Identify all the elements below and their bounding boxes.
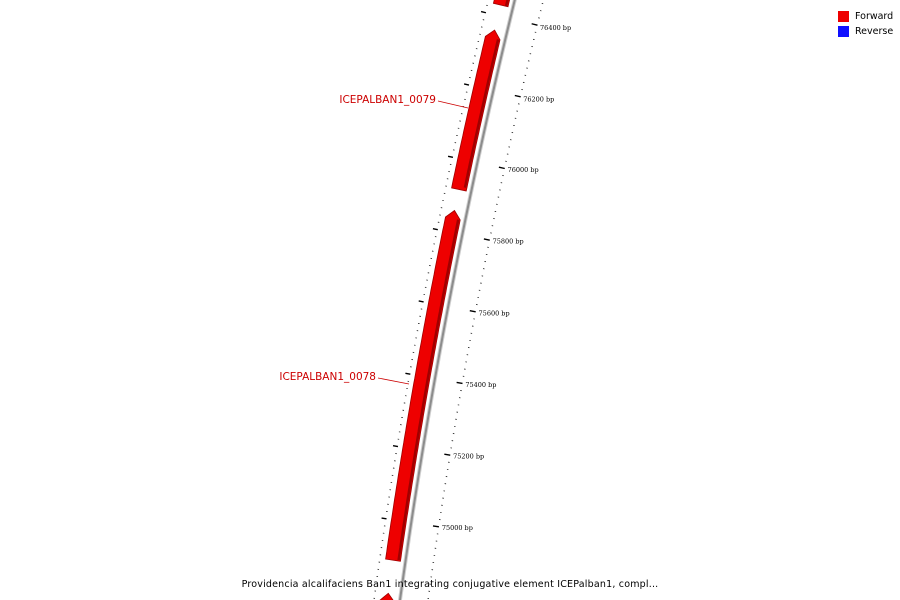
inner-major-tick	[448, 156, 453, 157]
inner-major-tick	[464, 84, 469, 85]
ruler-label: 76000 bp	[507, 166, 539, 175]
ruler-label: 75200 bp	[453, 452, 485, 461]
ruler-major-tick	[433, 526, 439, 527]
ruler-label: 75800 bp	[492, 237, 524, 246]
gene-label-icepalban1_0079: ICEPALBAN1_0079	[339, 94, 436, 106]
ruler-labels	[442, 24, 571, 532]
map-caption: Providencia alcalifaciens Ban1 integrating conjugative element ICEPalban1, compl...	[241, 579, 659, 590]
ruler-major-tick	[532, 24, 538, 25]
forward-swatch	[838, 11, 849, 22]
leader-line	[378, 378, 409, 384]
ruler-label: 75000 bp	[441, 524, 473, 533]
backbone-shadow	[399, 0, 518, 600]
inner-major-tick	[393, 446, 398, 447]
genome-backbone	[399, 0, 518, 600]
gene-0077-arrow	[377, 593, 394, 600]
legend-item-reverse	[838, 24, 893, 39]
inner-major-tick	[405, 373, 410, 374]
legend-label-reverse: Reverse	[855, 26, 894, 37]
ruler-major-tick	[499, 167, 505, 168]
ruler-label: 76400 bp	[540, 23, 572, 32]
gene-labels	[279, 94, 436, 383]
ruler-major-tick	[484, 239, 490, 240]
inner-major-tick	[382, 518, 387, 519]
legend-item-forward	[838, 9, 893, 24]
ruler-major-tick	[515, 95, 521, 96]
ruler-label: 75600 bp	[478, 309, 510, 318]
reverse-swatch	[838, 26, 849, 37]
inner-major-tick	[481, 12, 486, 13]
ruler-major-tick	[457, 382, 463, 383]
gene-0080-arrow	[493, 0, 513, 7]
leader-line	[438, 101, 468, 108]
inner-major-tick	[433, 229, 438, 230]
legend	[838, 9, 893, 39]
ruler-label: 76200 bp	[523, 95, 555, 104]
legend-label-forward: Forward	[855, 11, 894, 22]
ruler-major-tick	[444, 454, 450, 455]
ruler-major-tick	[470, 311, 476, 312]
gene-label-icepalban1_0078: ICEPALBAN1_0078	[279, 371, 376, 383]
ruler-label: 75400 bp	[465, 380, 497, 389]
inner-major-tick	[419, 301, 424, 302]
